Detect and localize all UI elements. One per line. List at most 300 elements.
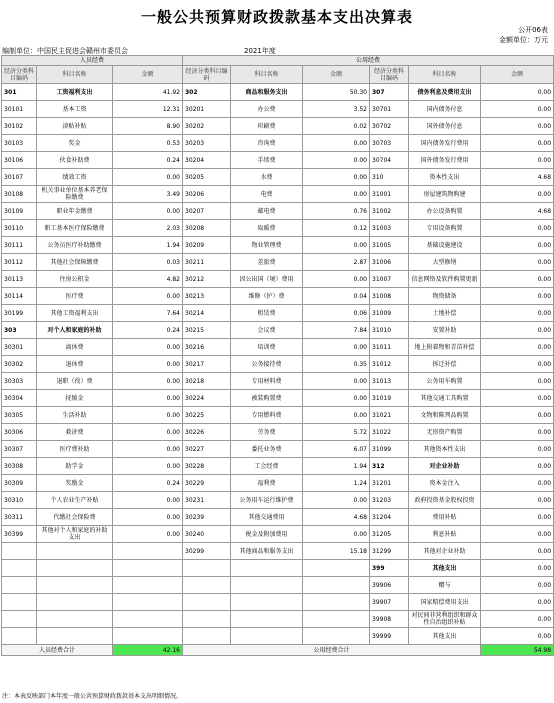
cell-name: 奖金 (37, 135, 113, 152)
section-header-row (2, 56, 554, 66)
cell-amount: 0.00 (481, 254, 554, 271)
cell-code: 39907 (370, 594, 409, 611)
cell-code: 30109 (2, 203, 37, 220)
cell-code: 31006 (370, 254, 409, 271)
table-row (2, 356, 554, 373)
cell-code: 30228 (183, 458, 231, 475)
cell-code: 30301 (2, 339, 37, 356)
cell-amount: 7.64 (113, 305, 183, 322)
cell-name (37, 560, 113, 577)
cell-amount: 0.00 (481, 373, 554, 390)
cell-amount: 0.00 (481, 560, 554, 577)
cell-amount (303, 594, 370, 611)
table-row (2, 220, 554, 237)
cell-code: 30204 (183, 152, 231, 169)
cell-amount: 0.00 (481, 577, 554, 594)
cell-name: 专用设备购置 (409, 220, 481, 237)
col-header-amount: 金额 (113, 66, 183, 84)
cell-amount: 41.92 (113, 84, 183, 101)
cell-name: 资本金注入 (409, 475, 481, 492)
cell-name: 其他工资福利支出 (37, 305, 113, 322)
table-row (2, 441, 554, 458)
cell-amount: 0.00 (481, 492, 554, 509)
table-row (2, 339, 554, 356)
cell-amount: 0.00 (481, 152, 554, 169)
cell-code: 30399 (2, 526, 37, 543)
table-row (2, 305, 554, 322)
cell-code: 30205 (183, 169, 231, 186)
cell-amount: 0.00 (303, 526, 370, 543)
cell-code: 30103 (2, 135, 37, 152)
cell-amount: 0.24 (113, 475, 183, 492)
cell-amount: 0.00 (113, 441, 183, 458)
table-row (2, 101, 554, 118)
cell-name: 培训费 (231, 339, 303, 356)
cell-name: 安置补助 (409, 322, 481, 339)
amount-unit: 金额单位：万元 (499, 36, 548, 44)
table-row (2, 271, 554, 288)
cell-amount (303, 577, 370, 594)
cell-name (37, 611, 113, 628)
cell-name (231, 577, 303, 594)
table-row (2, 526, 554, 543)
cell-code: 30202 (183, 118, 231, 135)
cell-amount: 0.00 (481, 135, 554, 152)
cell-amount: 0.00 (113, 424, 183, 441)
table-row (2, 169, 554, 186)
cell-name: 工会经费 (231, 458, 303, 475)
cell-code: 310 (370, 169, 409, 186)
cell-amount: 0.00 (481, 84, 554, 101)
cell-amount (113, 628, 183, 645)
cell-name: 赠与 (409, 577, 481, 594)
cell-name: 专用材料费 (231, 373, 303, 390)
cell-name: 费用补贴 (409, 509, 481, 526)
cell-amount: 5.72 (303, 424, 370, 441)
cell-name: 工资福利支出 (37, 84, 113, 101)
cell-amount: 3.49 (113, 186, 183, 203)
cell-name: 咨询费 (231, 135, 303, 152)
cell-name: 劳务费 (231, 424, 303, 441)
cell-name: 职业年金缴费 (37, 203, 113, 220)
cell-code: 30225 (183, 407, 231, 424)
cell-code: 30214 (183, 305, 231, 322)
table-row (2, 152, 554, 169)
cell-code: 39906 (370, 577, 409, 594)
cell-amount: 0.00 (303, 390, 370, 407)
cell-amount: 0.00 (303, 135, 370, 152)
cell-code: 30212 (183, 271, 231, 288)
table-row (2, 135, 554, 152)
cell-amount: 0.00 (481, 271, 554, 288)
cell-amount: 0.00 (113, 169, 183, 186)
cell-code: 31011 (370, 339, 409, 356)
cell-amount: 0.35 (303, 356, 370, 373)
cell-code: 30704 (370, 152, 409, 169)
table-row (2, 560, 554, 577)
cell-amount: 0.00 (481, 475, 554, 492)
cell-amount: 2.03 (113, 220, 183, 237)
cell-name (231, 628, 303, 645)
cell-amount (303, 560, 370, 577)
table-row (2, 458, 554, 475)
table-row (2, 577, 554, 594)
cell-name: 其他社会保障缴费 (37, 254, 113, 271)
cell-code: 31005 (370, 237, 409, 254)
cell-code: 39999 (370, 628, 409, 645)
form-number: 公开06表 (518, 26, 548, 34)
cell-name: 对企业补助 (409, 458, 481, 475)
cell-code: 30209 (183, 237, 231, 254)
col-header-name: 科目名称 (409, 66, 481, 84)
public-total-value: 54.98 (481, 645, 554, 656)
cell-name: 基本工资 (37, 101, 113, 118)
column-header-row (2, 66, 554, 84)
cell-code: 31204 (370, 509, 409, 526)
cell-amount: 0.02 (303, 118, 370, 135)
table-row (2, 254, 554, 271)
cell-amount: 15.18 (303, 543, 370, 560)
cell-name: 拆迁补偿 (409, 356, 481, 373)
cell-code: 30240 (183, 526, 231, 543)
cell-code: 30227 (183, 441, 231, 458)
cell-code: 31008 (370, 288, 409, 305)
cell-code: 399 (370, 560, 409, 577)
cell-code: 30307 (2, 441, 37, 458)
cell-amount: 0.00 (481, 543, 554, 560)
cell-amount: 0.00 (481, 526, 554, 543)
cell-name: 福利费 (231, 475, 303, 492)
cell-code (2, 577, 37, 594)
cell-code: 30702 (370, 118, 409, 135)
cell-name: 手续费 (231, 152, 303, 169)
cell-amount: 0.00 (481, 118, 554, 135)
cell-code: 30216 (183, 339, 231, 356)
cell-code: 31203 (370, 492, 409, 509)
cell-code: 30215 (183, 322, 231, 339)
cell-code: 31003 (370, 220, 409, 237)
table-row (2, 594, 554, 611)
cell-name: 商品和服务支出 (231, 84, 303, 101)
cell-code: 31201 (370, 475, 409, 492)
cell-amount: 0.00 (113, 492, 183, 509)
cell-amount: 1.24 (303, 475, 370, 492)
cell-code: 30226 (183, 424, 231, 441)
cell-amount: 0.00 (481, 356, 554, 373)
table-row (2, 237, 554, 254)
cell-name: 退休费 (37, 356, 113, 373)
cell-code: 303 (2, 322, 37, 339)
cell-code: 30201 (183, 101, 231, 118)
cell-code: 31001 (370, 186, 409, 203)
table-row (2, 84, 554, 101)
cell-amount: 0.00 (303, 373, 370, 390)
cell-amount: 0.00 (481, 339, 554, 356)
cell-name: 基础设施建设 (409, 237, 481, 254)
cell-code: 31299 (370, 543, 409, 560)
cell-code: 39908 (370, 611, 409, 628)
cell-code: 31007 (370, 271, 409, 288)
table-row (2, 611, 554, 628)
cell-code: 30114 (2, 288, 37, 305)
cell-amount: 2.87 (303, 254, 370, 271)
cell-code: 30299 (183, 543, 231, 560)
cell-amount: 0.00 (481, 186, 554, 203)
cell-name: 其他对个人和家庭的补助支出 (37, 526, 113, 543)
cell-amount (113, 594, 183, 611)
cell-code: 31205 (370, 526, 409, 543)
cell-name: 邮电费 (231, 203, 303, 220)
cell-code: 30199 (2, 305, 37, 322)
cell-amount: 0.00 (303, 271, 370, 288)
cell-code: 30217 (183, 356, 231, 373)
cell-name: 住房公积金 (37, 271, 113, 288)
cell-amount: 12.31 (113, 101, 183, 118)
cell-name: 公务用车运行维护费 (231, 492, 303, 509)
cell-code: 30308 (2, 458, 37, 475)
public-section-label: 公用经费 (183, 56, 554, 66)
cell-amount: 4.68 (481, 203, 554, 220)
cell-name (231, 560, 303, 577)
cell-code (183, 594, 231, 611)
cell-amount: 0.00 (481, 424, 554, 441)
cell-code: 301 (2, 84, 37, 101)
cell-code (183, 611, 231, 628)
cell-name: 差旅费 (231, 254, 303, 271)
cell-name: 政府投资基金股权投资 (409, 492, 481, 509)
table-row (2, 509, 554, 526)
cell-code: 30113 (2, 271, 37, 288)
cell-name: 办公费 (231, 101, 303, 118)
cell-amount: 0.00 (481, 458, 554, 475)
cell-name: 电费 (231, 186, 303, 203)
cell-name: 公务用车购置 (409, 373, 481, 390)
table-row (2, 186, 554, 203)
cell-code: 30206 (183, 186, 231, 203)
cell-name: 印刷费 (231, 118, 303, 135)
cell-amount: 0.00 (113, 356, 183, 373)
footnote: 注：本表反映部门本年度一般公共预算财政拨款基本支出明细情况。 (2, 693, 183, 700)
cell-code: 30701 (370, 101, 409, 118)
cell-name: 被装购置费 (231, 390, 303, 407)
cell-amount: 0.00 (481, 407, 554, 424)
col-header-amount: 金额 (303, 66, 370, 84)
cell-name: 水费 (231, 169, 303, 186)
cell-code: 30224 (183, 390, 231, 407)
cell-name: 债务利息及费用支出 (409, 84, 481, 101)
cell-code: 30211 (183, 254, 231, 271)
cell-name: 抚恤金 (37, 390, 113, 407)
cell-amount: 0.00 (113, 203, 183, 220)
cell-amount: 0.53 (113, 135, 183, 152)
cell-amount: 0.00 (113, 339, 183, 356)
cell-amount: 0.06 (303, 305, 370, 322)
cell-name: 取暖费 (231, 220, 303, 237)
cell-amount: 0.00 (113, 390, 183, 407)
cell-code (2, 594, 37, 611)
cell-name: 税金及附加费用 (231, 526, 303, 543)
table-row (2, 628, 554, 645)
cell-name: 委托业务费 (231, 441, 303, 458)
cell-name: 对个人和家庭的补助 (37, 322, 113, 339)
cell-name: 绩效工资 (37, 169, 113, 186)
cell-amount: 0.24 (113, 152, 183, 169)
cell-amount: 0.00 (481, 611, 554, 628)
cell-name (37, 543, 113, 560)
cell-code: 31009 (370, 305, 409, 322)
cell-code (183, 628, 231, 645)
col-header-code: 经济分类科目编码 (370, 66, 409, 84)
cell-code: 30102 (2, 118, 37, 135)
col-header-name: 科目名称 (231, 66, 303, 84)
cell-code (183, 560, 231, 577)
cell-amount: 0.76 (303, 203, 370, 220)
table-row (2, 288, 554, 305)
cell-name: 大型修缮 (409, 254, 481, 271)
cell-amount: 0.00 (481, 101, 554, 118)
cell-amount (113, 577, 183, 594)
expenditure-table (1, 55, 554, 656)
cell-amount: 0.00 (303, 237, 370, 254)
cell-amount: 0.00 (303, 169, 370, 186)
cell-amount (303, 611, 370, 628)
cell-amount: 0.24 (113, 322, 183, 339)
cell-name: 利息补贴 (409, 526, 481, 543)
cell-name: 退职（役）费 (37, 373, 113, 390)
cell-code: 31099 (370, 441, 409, 458)
cell-amount: 0.00 (481, 441, 554, 458)
cell-name: 无形资产购置 (409, 424, 481, 441)
cell-name: 个人农业生产补贴 (37, 492, 113, 509)
cell-code: 30203 (183, 135, 231, 152)
cell-name: 文物和陈列品购置 (409, 407, 481, 424)
cell-amount: 4.82 (113, 271, 183, 288)
cell-code: 30229 (183, 475, 231, 492)
cell-code: 30239 (183, 509, 231, 526)
cell-name (231, 594, 303, 611)
cell-name (37, 628, 113, 645)
cell-name: 地上附着物和青苗补偿 (409, 339, 481, 356)
personnel-total-value: 42.16 (113, 645, 183, 656)
table-row (2, 322, 554, 339)
cell-amount (113, 543, 183, 560)
col-header-code: 经济分类科目编码 (183, 66, 231, 84)
col-header-name: 科目名称 (37, 66, 113, 84)
cell-code: 31019 (370, 390, 409, 407)
cell-code: 30218 (183, 373, 231, 390)
cell-name: 公务员医疗补助缴费 (37, 237, 113, 254)
cell-amount: 0.00 (303, 492, 370, 509)
cell-name: 专用燃料费 (231, 407, 303, 424)
cell-code: 30311 (2, 509, 37, 526)
cell-name: 伙食补助费 (37, 152, 113, 169)
cell-name: 会议费 (231, 322, 303, 339)
cell-code: 30303 (2, 373, 37, 390)
cell-name: 生活补助 (37, 407, 113, 424)
cell-amount: 3.52 (303, 101, 370, 118)
cell-amount: 0.00 (303, 407, 370, 424)
cell-name: 物业管理费 (231, 237, 303, 254)
cell-code: 30101 (2, 101, 37, 118)
cell-amount: 0.00 (481, 509, 554, 526)
cell-name: 国内债务发行费用 (409, 135, 481, 152)
cell-name: 津贴补贴 (37, 118, 113, 135)
cell-name: 物资储备 (409, 288, 481, 305)
cell-amount: 0.00 (481, 628, 554, 645)
cell-amount: 0.00 (113, 526, 183, 543)
cell-code: 30302 (2, 356, 37, 373)
table-row (2, 424, 554, 441)
cell-code: 30208 (183, 220, 231, 237)
cell-amount: 7.84 (303, 322, 370, 339)
cell-code (2, 560, 37, 577)
cell-amount (113, 560, 183, 577)
table-row (2, 492, 554, 509)
cell-name: 国外债务付息 (409, 118, 481, 135)
cell-code (2, 611, 37, 628)
cell-amount: 8.90 (113, 118, 183, 135)
cell-code: 30107 (2, 169, 37, 186)
cell-amount: 0.00 (481, 288, 554, 305)
cell-code: 30231 (183, 492, 231, 509)
cell-name: 租赁费 (231, 305, 303, 322)
cell-code: 30111 (2, 237, 37, 254)
personnel-section-label: 人员经费 (2, 56, 183, 66)
cell-code (2, 543, 37, 560)
cell-amount: 0.00 (481, 322, 554, 339)
fiscal-year: 2021年度 (244, 47, 276, 55)
cell-name: 奖励金 (37, 475, 113, 492)
cell-name: 其他资本性支出 (409, 441, 481, 458)
cell-code: 30112 (2, 254, 37, 271)
cell-name: 机关事业单位基本养老保险缴费 (37, 186, 113, 203)
cell-code: 30108 (2, 186, 37, 203)
table-row (2, 543, 554, 560)
cell-code: 302 (183, 84, 231, 101)
cell-name: 其他支出 (409, 560, 481, 577)
cell-name: 资本性支出 (409, 169, 481, 186)
cell-code: 30110 (2, 220, 37, 237)
table-row (2, 390, 554, 407)
cell-code: 30306 (2, 424, 37, 441)
cell-name: 信息网络及软件购置更新 (409, 271, 481, 288)
cell-code: 30106 (2, 152, 37, 169)
col-header-amount: 金额 (481, 66, 554, 84)
totals-row (2, 645, 554, 656)
cell-amount (303, 628, 370, 645)
cell-name: 助学金 (37, 458, 113, 475)
table-row (2, 203, 554, 220)
cell-amount: 0.00 (481, 390, 554, 407)
cell-amount: 4.68 (303, 509, 370, 526)
cell-name (231, 611, 303, 628)
cell-code: 30207 (183, 203, 231, 220)
cell-name (37, 594, 113, 611)
cell-name: 其他支出 (409, 628, 481, 645)
cell-name: 对民间非营利组织和群众性自治组织补贴 (409, 611, 481, 628)
cell-amount: 0.00 (481, 220, 554, 237)
report-title: 一般公共预算财政拨款基本支出决算表 (140, 8, 413, 26)
cell-amount: 0.00 (113, 458, 183, 475)
cell-amount: 0.12 (303, 220, 370, 237)
cell-code: 31022 (370, 424, 409, 441)
cell-name: 因公出国（境）费用 (231, 271, 303, 288)
cell-name: 离休费 (37, 339, 113, 356)
cell-amount: 4.68 (481, 169, 554, 186)
organization-label: 编制单位：中国民主促进会赣州市委员会 (2, 47, 128, 55)
public-total-label: 公用经费合计 (183, 645, 481, 656)
cell-amount: 0.03 (113, 254, 183, 271)
